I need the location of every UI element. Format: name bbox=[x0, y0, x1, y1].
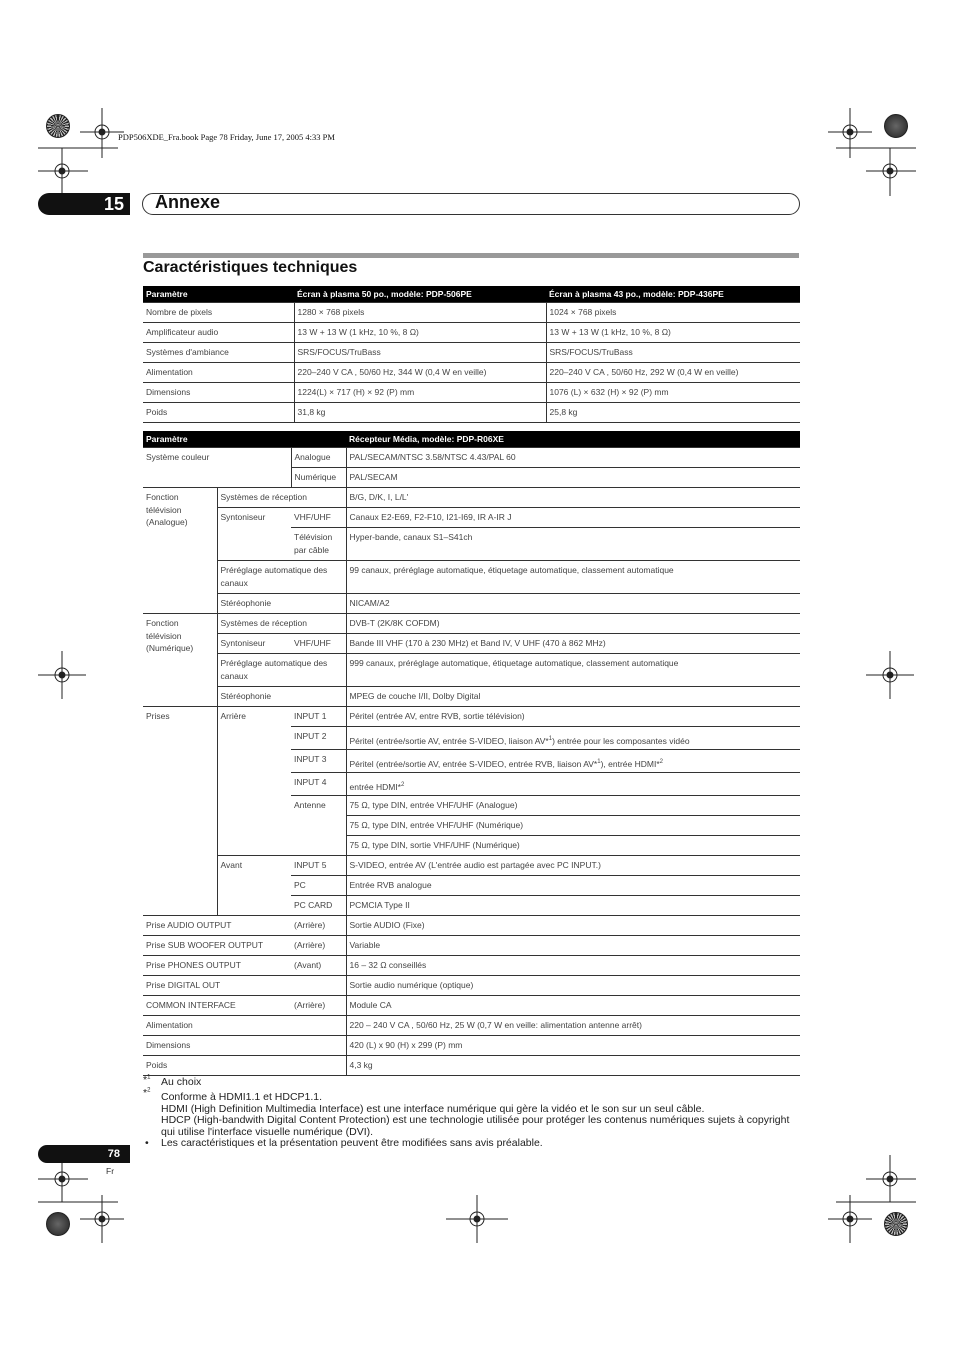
specs-table-media-receiver bbox=[143, 431, 800, 1076]
sub-param-cell: Analogue bbox=[291, 448, 346, 468]
sub-param-cell bbox=[291, 1036, 346, 1056]
table-row bbox=[143, 707, 800, 727]
param-cell: Alimentation bbox=[143, 1016, 291, 1036]
param-cell: Fonction télévision (Numérique) bbox=[143, 614, 217, 707]
param-cell: Dimensions bbox=[143, 1036, 291, 1056]
table-row bbox=[143, 383, 800, 403]
value-cell: DVB-T (2K/8K COFDM) bbox=[346, 614, 800, 634]
value-cell: 25,8 kg bbox=[546, 403, 800, 423]
sub-param-cell: Arrière bbox=[217, 707, 291, 856]
value-cell: 75 Ω, type DIN, entrée VHF/UHF (Numérique) bbox=[346, 816, 800, 836]
footnote-marker-1: *$^1$ bbox=[143, 1074, 151, 1086]
value-cell: Sortie audio numérique (optique) bbox=[346, 976, 800, 996]
value-cell: 13 W + 13 W (1 kHz, 10 %, 8 Ω) bbox=[546, 323, 800, 343]
registration-dial-icon bbox=[46, 114, 70, 138]
value-cell: 1224(L) × 717 (H) × 92 (P) mm bbox=[294, 383, 546, 403]
param-cell: Fonction télévision (Analogue) bbox=[143, 488, 217, 614]
param-cell: Prises bbox=[143, 707, 217, 916]
sub-param-cell: Stéréophonie bbox=[217, 594, 346, 614]
page-number: 78 bbox=[38, 1145, 130, 1163]
table-header-cell: Paramètre bbox=[143, 286, 294, 303]
table-row bbox=[143, 403, 800, 423]
value-cell: PAL/SECAM/NTSC 3.58/NTSC 4.43/PAL 60 bbox=[346, 448, 800, 468]
specs-table-displays bbox=[143, 286, 800, 423]
sub-param-cell: INPUT 3 bbox=[291, 750, 346, 773]
sub-param-cell: INPUT 2 bbox=[291, 727, 346, 750]
param-cell: Nombre de pixels bbox=[143, 303, 294, 323]
table-row bbox=[143, 1036, 800, 1056]
value-cell: 1280 × 768 pixels bbox=[294, 303, 546, 323]
sub-param-cell: (Arrière) bbox=[291, 916, 346, 936]
value-cell: Bande III VHF (170 à 230 MHz) et Band IV, V UHF (470 à 862 MHz) bbox=[346, 634, 800, 654]
bullet-note: Les caractéristiques et la présentation peuvent être modifiées sans avis préalable. bbox=[161, 1137, 543, 1149]
bullet-icon: • bbox=[145, 1137, 149, 1149]
value-cell: Sortie AUDIO (Fixe) bbox=[346, 916, 800, 936]
table-row bbox=[143, 1016, 800, 1036]
value-cell: Péritel (entrée/sortie AV, entrée S-VIDEO, entrée RVB, liaison AV*$^1$), entrée HDMI*$^2$ bbox=[346, 750, 800, 773]
table-row bbox=[143, 594, 800, 614]
sub-param-cell: (Avant) bbox=[291, 956, 346, 976]
value-cell: 75 Ω, type DIN, entrée VHF/UHF (Analogue) bbox=[346, 796, 800, 816]
table-row bbox=[143, 448, 800, 468]
table-row bbox=[143, 561, 800, 594]
table-row bbox=[143, 916, 800, 936]
value-cell: 999 canaux, préréglage automatique, étiquetage automatique, classement automatique bbox=[346, 654, 800, 687]
table-row bbox=[143, 996, 800, 1016]
value-cell: Entrée RVB analogue bbox=[346, 876, 800, 896]
value-cell: SRS/FOCUS/TruBass bbox=[546, 343, 800, 363]
value-cell: Péritel (entrée AV, entre RVB, sortie télévision) bbox=[346, 707, 800, 727]
registration-dial-icon bbox=[884, 1212, 908, 1236]
sub-param-cell: Avant bbox=[217, 856, 291, 916]
value-cell: 75 Ω, type DIN, sortie VHF/UHF (Numérique) bbox=[346, 836, 800, 856]
param-cell: Amplificateur audio bbox=[143, 323, 294, 343]
value-cell: Hyper-bande, canaux S1–S41ch bbox=[346, 528, 800, 561]
table-row bbox=[143, 303, 800, 323]
table-row bbox=[143, 936, 800, 956]
sub-param-cell bbox=[291, 1056, 346, 1076]
sub-param-cell: (Arrière) bbox=[291, 936, 346, 956]
registration-dial-icon bbox=[884, 114, 908, 138]
param-cell: Alimentation bbox=[143, 363, 294, 383]
footnote-line: HDMI (High Definition Multimedia Interface) est une interface numérique qui gère la vidéo et le son sur un seul câble. bbox=[161, 1102, 705, 1115]
sub-param-cell: VHF/UHF bbox=[291, 634, 346, 654]
param-cell: Systèmes d'ambiance bbox=[143, 343, 294, 363]
sub-param-cell bbox=[291, 976, 346, 996]
footnote-line: HDCP (High-bandwith Digital Content Protection) est une technologie utilisée pour protéger les contenus numériques sujets à copyright qui utilise l'interface visuelle numérique (DVI). bbox=[161, 1114, 790, 1138]
param-cell: Prise PHONES OUTPUT bbox=[143, 956, 291, 976]
value-cell: 420 (L) x 90 (H) x 299 (P) mm bbox=[346, 1036, 800, 1056]
value-cell: MPEG de couche I/II, Dolby Digital bbox=[346, 687, 800, 707]
sub-param-cell: (Arrière) bbox=[291, 996, 346, 1016]
section-rule bbox=[143, 253, 799, 258]
table-row bbox=[143, 856, 800, 876]
value-cell: PCMCIA Type II bbox=[346, 896, 800, 916]
param-cell: Poids bbox=[143, 1056, 291, 1076]
value-cell: Variable bbox=[346, 936, 800, 956]
param-cell: Poids bbox=[143, 403, 294, 423]
table-header-cell: Récepteur Média, modèle: PDP-R06XE bbox=[346, 431, 800, 448]
table-row bbox=[143, 976, 800, 996]
table-row bbox=[143, 654, 800, 687]
table-row bbox=[143, 956, 800, 976]
table-header-cell: Paramètre bbox=[143, 431, 346, 448]
registration-dial-icon bbox=[46, 1212, 70, 1236]
value-cell: 31,8 kg bbox=[294, 403, 546, 423]
value-cell: 220–240 V CA , 50/60 Hz, 292 W (0,4 W en veille) bbox=[546, 363, 800, 383]
sub-param-cell: PC CARD bbox=[291, 896, 346, 916]
table-header-row bbox=[143, 286, 800, 303]
param-cell: Système couleur bbox=[143, 448, 291, 488]
table-row bbox=[143, 323, 800, 343]
param-cell: Prise DIGITAL OUT bbox=[143, 976, 291, 996]
value-cell: 220 – 240 V CA , 50/60 Hz, 25 W (0,7 W en veille: alimentation antenne arrêt) bbox=[346, 1016, 800, 1036]
table-header-cell: Écran à plasma 50 po., modèle: PDP-506PE bbox=[294, 286, 546, 303]
value-cell: NICAM/A2 bbox=[346, 594, 800, 614]
table-row bbox=[143, 488, 800, 508]
table-header-cell: Écran à plasma 43 po., modèle: PDP-436PE bbox=[546, 286, 800, 303]
value-cell: 1076 (L) × 632 (H) × 92 (P) mm bbox=[546, 383, 800, 403]
sub-param-cell: Systèmes de réception bbox=[217, 614, 346, 634]
value-cell: 1024 × 768 pixels bbox=[546, 303, 800, 323]
value-cell: Module CA bbox=[346, 996, 800, 1016]
language-code: Fr bbox=[106, 1166, 115, 1176]
footnote-text-2 bbox=[161, 1092, 801, 1138]
chapter-title: Annexe bbox=[155, 192, 221, 212]
value-cell: 220–240 V CA , 50/60 Hz, 344 W (0,4 W en veille) bbox=[294, 363, 546, 383]
book-info-line: PDP506XDE_Fra.book Page 78 Friday, June 17, 2005 4:33 PM bbox=[118, 132, 335, 142]
sub-param-cell: Préréglage automatique des canaux bbox=[217, 561, 346, 594]
value-cell: Péritel (entrée/sortie AV, entrée S-VIDEO, liaison AV*$^1$) entrée pour les composantes vidéo bbox=[346, 727, 800, 750]
footnote-text-1: Au choix bbox=[161, 1076, 202, 1088]
chapter-number: 15 bbox=[38, 193, 130, 215]
table-row bbox=[143, 363, 800, 383]
sub-param-cell: Syntoniseur bbox=[217, 508, 291, 561]
footnote-marker-2: *$^2$ bbox=[143, 1087, 151, 1099]
sub-param-cell: INPUT 5 bbox=[291, 856, 346, 876]
value-cell: 16 – 32 Ω conseillés bbox=[346, 956, 800, 976]
sub-param-cell: Télévision par câble bbox=[291, 528, 346, 561]
table-row bbox=[143, 687, 800, 707]
sub-param-cell: Préréglage automatique des canaux bbox=[217, 654, 346, 687]
table-row bbox=[143, 508, 800, 528]
table-row bbox=[143, 343, 800, 363]
value-cell: Canaux E2-E69, F2-F10, I21-I69, IR A-IR J bbox=[346, 508, 800, 528]
table-row bbox=[143, 634, 800, 654]
table-row bbox=[143, 614, 800, 634]
sub-param-cell: INPUT 1 bbox=[291, 707, 346, 727]
param-cell: Prise SUB WOOFER OUTPUT bbox=[143, 936, 291, 956]
table-row bbox=[143, 1056, 800, 1076]
value-cell: S-VIDEO, entrée AV (L'entrée audio est partagée avec PC INPUT.) bbox=[346, 856, 800, 876]
sub-param-cell: PC bbox=[291, 876, 346, 896]
sub-param-cell: INPUT 4 bbox=[291, 773, 346, 796]
sub-param-cell: Stéréophonie bbox=[217, 687, 346, 707]
sub-param-cell: Numérique bbox=[291, 468, 346, 488]
value-cell: 13 W + 13 W (1 kHz, 10 %, 8 Ω) bbox=[294, 323, 546, 343]
sub-param-cell bbox=[291, 1016, 346, 1036]
value-cell: entrée HDMI*$^2$ bbox=[346, 773, 800, 796]
value-cell: 4,3 kg bbox=[346, 1056, 800, 1076]
sub-param-cell: Syntoniseur bbox=[217, 634, 291, 654]
param-cell: COMMON INTERFACE bbox=[143, 996, 291, 1016]
sub-param-cell: Antenne bbox=[291, 796, 346, 856]
value-cell: SRS/FOCUS/TruBass bbox=[294, 343, 546, 363]
chapter-bar bbox=[142, 193, 800, 215]
table-header-row bbox=[143, 431, 800, 448]
param-cell: Prise AUDIO OUTPUT bbox=[143, 916, 291, 936]
footnote-line: Conforme à HDMI1.1 et HDCP1.1. bbox=[161, 1091, 323, 1103]
param-cell: Dimensions bbox=[143, 383, 294, 403]
sub-param-cell: Systèmes de réception bbox=[217, 488, 346, 508]
sub-param-cell: VHF/UHF bbox=[291, 508, 346, 528]
value-cell: PAL/SECAM bbox=[346, 468, 800, 488]
value-cell: 99 canaux, préréglage automatique, étiquetage automatique, classement automatique bbox=[346, 561, 800, 594]
value-cell: B/G, D/K, I, L/L' bbox=[346, 488, 800, 508]
section-title: Caractéristiques techniques bbox=[143, 259, 358, 276]
